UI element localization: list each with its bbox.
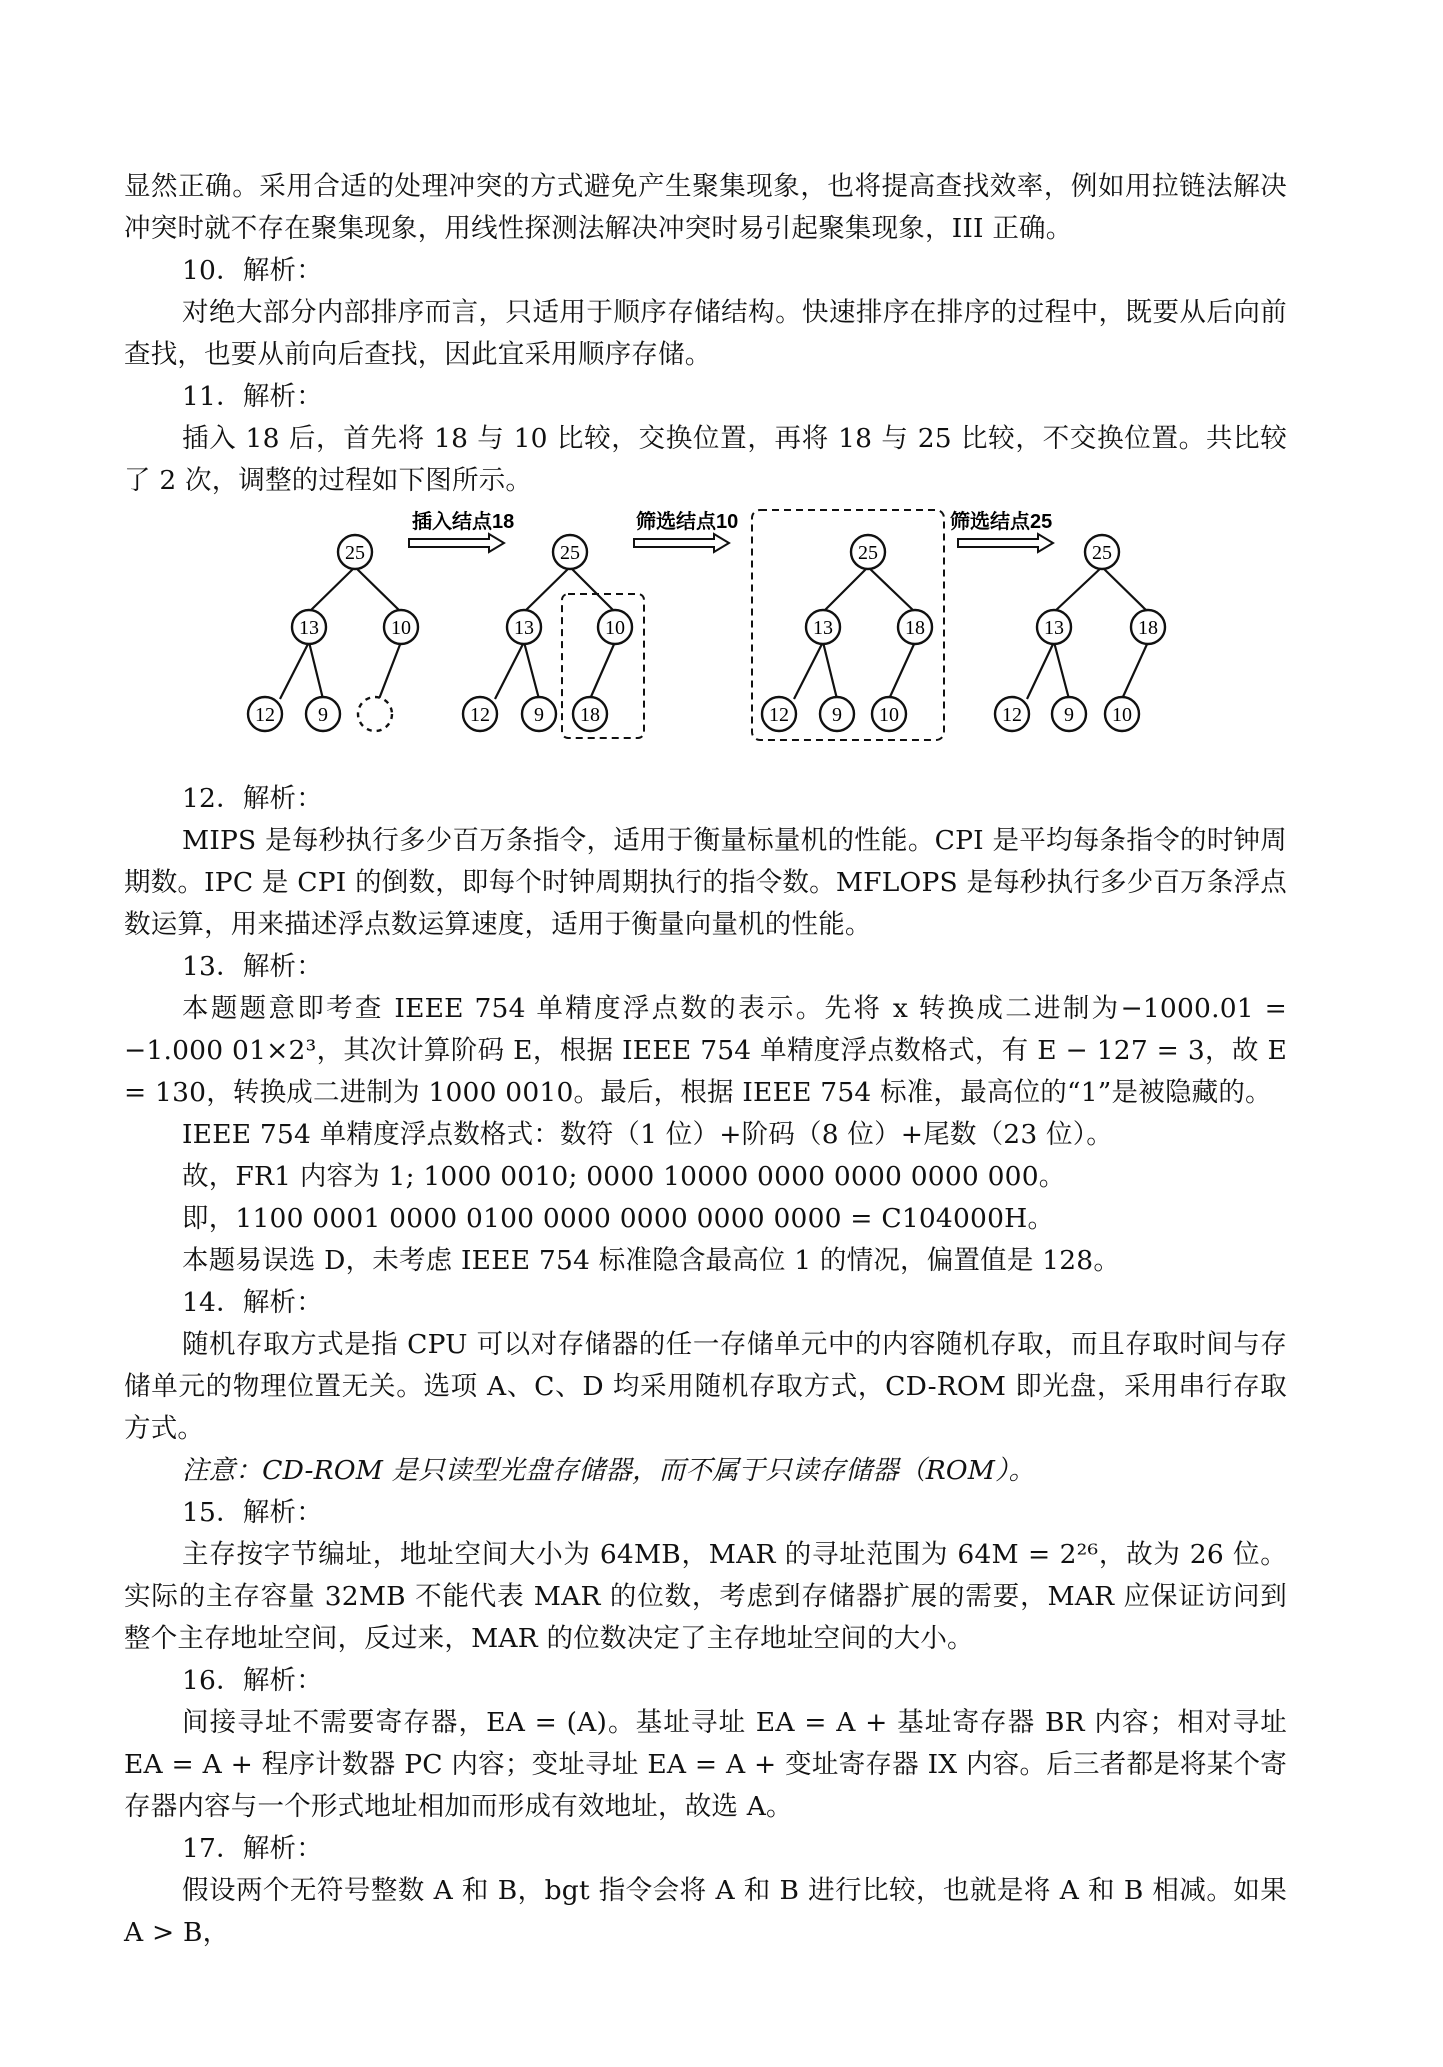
- tree-node-left-right: [820, 697, 854, 731]
- tree-node-right: [898, 610, 932, 644]
- svg-text:13: 13: [813, 617, 833, 639]
- tree-node-left: [806, 610, 840, 644]
- tree-node-left-right: [522, 697, 556, 731]
- section-heading: 10．解析：: [182, 255, 323, 286]
- tree-node-root: [851, 535, 885, 569]
- svg-text:10: 10: [879, 704, 899, 726]
- paragraph: 即，1100 0001 0000 0100 0000 0000 0000 0000 = C104000H。: [182, 1203, 1055, 1234]
- svg-text:9: 9: [832, 704, 842, 726]
- paragraph: 显然正确。采用合适的处理冲突的方式避免产生聚集现象，也将提高查找效率，例如用拉链法解决冲突时就不存在聚集现象，用线性探测法解决冲突时易引起聚集现象，III 正确。: [124, 171, 1287, 244]
- tree-node-root: [553, 535, 587, 569]
- svg-text:25: 25: [560, 542, 580, 564]
- tree-node-left: [292, 610, 326, 644]
- svg-text:18: 18: [580, 704, 600, 726]
- tree-node-left-right: [1052, 697, 1086, 731]
- tree-node-right-left: [1105, 697, 1139, 731]
- svg-text:13: 13: [514, 617, 534, 639]
- svg-text:12: 12: [769, 704, 789, 726]
- heap-diagram: [124, 502, 1287, 778]
- note-paragraph: 注意：CD-ROM 是只读型光盘存储器，而不属于只读存储器（ROM）。: [182, 1455, 1036, 1486]
- svg-text:10: 10: [1112, 704, 1132, 726]
- svg-text:10: 10: [391, 617, 411, 639]
- paragraph: 假设两个无符号整数 A 和 B，bgt 指令会将 A 和 B 进行比较，也就是将 A 和 B 相减。如果 A > B，: [124, 1875, 1287, 1948]
- tree-node-root: [338, 535, 372, 569]
- svg-text:10: 10: [605, 617, 625, 639]
- paragraph: 对绝大部分内部排序而言，只适用于顺序存储结构。快速排序在排序的过程中，既要从后向前查找，也要从前向后查找，因此宜采用顺序存储。: [124, 297, 1287, 370]
- empty-slot-node: [358, 697, 392, 731]
- arrow-sift-25: [950, 509, 1053, 552]
- paragraph: 故，FR1 内容为 1; 1000 0010; 0000 10000 0000 0000 0000 000。: [182, 1161, 1066, 1192]
- paragraph: MIPS 是每秒执行多少百万条指令，适用于衡量标量机的性能。CPI 是平均每条指令的时钟周期数。IPC 是 CPI 的倒数，即每个时钟周期执行的指令数。MFLOPS 是每秒执行多少百万条浮点数运算，用来描述浮点数运算速度，适用于衡量向量机的性能。: [124, 825, 1287, 940]
- tree-node-right: [384, 610, 418, 644]
- paragraphs-bottom: [124, 778, 1287, 1954]
- section-heading: 16．解析：: [182, 1665, 323, 1696]
- paragraph: 插入 18 后，首先将 18 与 10 比较，交换位置，再将 18 与 25 比较，不交换位置。共比较了 2 次，调整的过程如下图所示。: [124, 423, 1287, 496]
- svg-text:13: 13: [1044, 617, 1064, 639]
- text-block: [124, 166, 1287, 1954]
- tree-node-left-left: [762, 697, 796, 731]
- svg-text:9: 9: [318, 704, 328, 726]
- tree-node-right-left: [872, 697, 906, 731]
- tree-node-left: [507, 610, 541, 644]
- svg-text:12: 12: [470, 704, 490, 726]
- paragraph: IEEE 754 单精度浮点数格式：数符（1 位）+阶码（8 位）+尾数（23 位）。: [182, 1119, 1113, 1150]
- svg-text:插入结点18: 插入结点18: [412, 511, 515, 533]
- tree-node-left-left: [995, 697, 1029, 731]
- paragraph: 本题易误选 D，未考虑 IEEE 754 标准隐含最高位 1 的情况，偏置值是 128。: [182, 1245, 1121, 1276]
- svg-text:13: 13: [299, 617, 319, 639]
- svg-text:9: 9: [534, 704, 544, 726]
- svg-text:18: 18: [1138, 617, 1158, 639]
- paragraph: 间接寻址不需要寄存器，EA = (A)。基址寻址 EA = A + 基址寄存器 BR 内容；相对寻址 EA = A + 程序计数器 PC 内容；变址寻址 EA = A + 变址寄存器 IX 内容。后三者都是将某个寄存器内容与一个形式地址相加而形成有效地址，故选 A。: [124, 1707, 1287, 1822]
- section-heading: 13．解析：: [182, 951, 323, 982]
- svg-text:25: 25: [1092, 542, 1112, 564]
- svg-text:9: 9: [1064, 704, 1074, 726]
- heap-tree-3: [752, 510, 944, 740]
- paragraphs-top: [124, 166, 1287, 502]
- tree-node-left-right: [306, 697, 340, 731]
- section-heading: 15．解析：: [182, 1497, 323, 1528]
- tree-node-left-left: [248, 697, 282, 731]
- paragraph: 本题题意即考查 IEEE 754 单精度浮点数的表示。先将 x 转换成二进制为−1000.01 = −1.000 01×2³，其次计算阶码 E，根据 IEEE 754 单精度浮点数格式，有 E − 127 = 3，故 E = 130，转换成二进制为 1000 0010。最后，根据 IEEE 754 标准，最高位的“1”是被隐藏的。: [124, 993, 1287, 1108]
- heap-tree-4: [995, 535, 1165, 731]
- svg-text:12: 12: [1002, 704, 1022, 726]
- heap-adjust-figure: [124, 502, 1287, 778]
- svg-text:筛选结点10: 筛选结点10: [636, 511, 739, 533]
- tree-node-root: [1085, 535, 1119, 569]
- paragraph: 主存按字节编址，地址空间大小为 64MB，MAR 的寻址范围为 64M = 2²⁶，故为 26 位。实际的主存容量 32MB 不能代表 MAR 的位数，考虑到存储器扩展的需要，MAR 应保证访问到整个主存地址空间，反过来，MAR 的位数决定了主存地址空间的大小。: [124, 1539, 1287, 1654]
- arrow-insert: [409, 509, 514, 552]
- tree-node-right: [598, 610, 632, 644]
- tree-node-right: [1131, 610, 1165, 644]
- svg-text:18: 18: [905, 617, 925, 639]
- section-heading: 12．解析：: [182, 783, 323, 814]
- heap-tree-2: [463, 535, 644, 738]
- heap-tree-1: [248, 535, 418, 731]
- paragraph: 随机存取方式是指 CPU 可以对存储器的任一存储单元中的内容随机存取，而且存取时间与存储单元的物理位置无关。选项 A、C、D 均采用随机存取方式，CD-ROM 即光盘，采用串行存取方式。: [124, 1329, 1287, 1444]
- arrow-sift-10: [634, 509, 738, 552]
- tree-node-left: [1037, 610, 1071, 644]
- tree-node-left-left: [463, 697, 497, 731]
- svg-text:12: 12: [255, 704, 275, 726]
- svg-text:25: 25: [858, 542, 878, 564]
- svg-text:25: 25: [345, 542, 365, 564]
- section-heading: 11．解析：: [182, 381, 323, 412]
- tree-node-right-left: [573, 697, 607, 731]
- section-heading: 14．解析：: [182, 1287, 323, 1318]
- svg-text:筛选结点25: 筛选结点25: [950, 511, 1053, 533]
- section-heading: 17．解析：: [182, 1833, 323, 1864]
